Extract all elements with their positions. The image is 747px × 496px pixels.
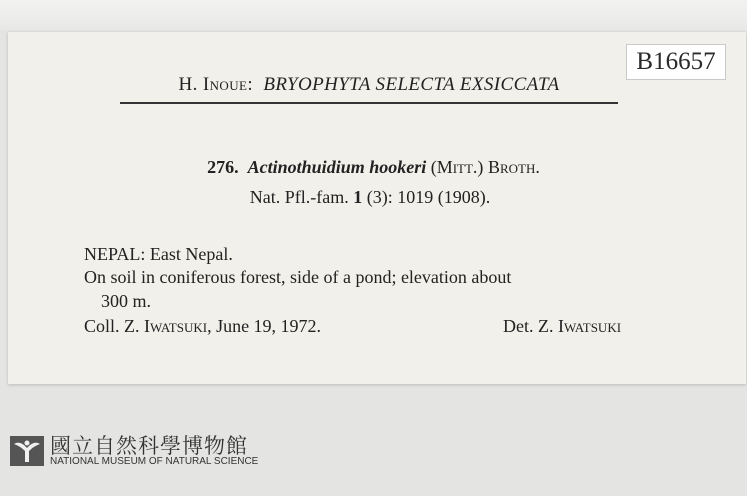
specimen-number: 276. (207, 157, 239, 177)
citation-rest: (3): 1019 (1908). (366, 187, 491, 207)
authority: Broth. (487, 157, 540, 177)
locality-region: NEPAL: East Nepal. (84, 244, 233, 264)
collector-name: Iwatsuki (144, 316, 208, 336)
header-rule (120, 102, 618, 104)
species-line (0, 157, 747, 178)
determiner-line (503, 316, 621, 337)
determiner-name: Iwatsuki (557, 316, 622, 336)
coll-prefix: Coll. Z. (84, 316, 140, 336)
authority-parenthetical: (Mitt.) (430, 157, 484, 177)
header-series: BRYOPHYTA SELECTA EXSICCATA (263, 74, 560, 95)
collection-date: , June 19, 1972. (207, 316, 322, 336)
museum-logo-icon (10, 436, 44, 466)
det-prefix: Det. Z. (503, 316, 554, 336)
museum-name-en: NATIONAL MUSEUM OF NATURAL SCIENCE (50, 456, 259, 467)
habitat-line-1: On soil in coniferous forest, side of a pond; elevation about (84, 267, 512, 287)
accession-number: B16657 (626, 44, 726, 80)
series-header (120, 74, 618, 96)
museum-name-cn: 國立自然科學博物館 (50, 434, 248, 458)
collector-line (84, 316, 321, 337)
citation-line (0, 187, 740, 208)
citation-volume: 1 (353, 187, 363, 207)
species-name: Actinothuidium hookeri (247, 157, 427, 177)
habitat-line-2: 300 m. (101, 291, 152, 311)
citation-prefix: Nat. Pfl.-fam. (249, 187, 349, 207)
header-author: H. Inoue: (178, 74, 254, 95)
background-top (0, 0, 747, 30)
